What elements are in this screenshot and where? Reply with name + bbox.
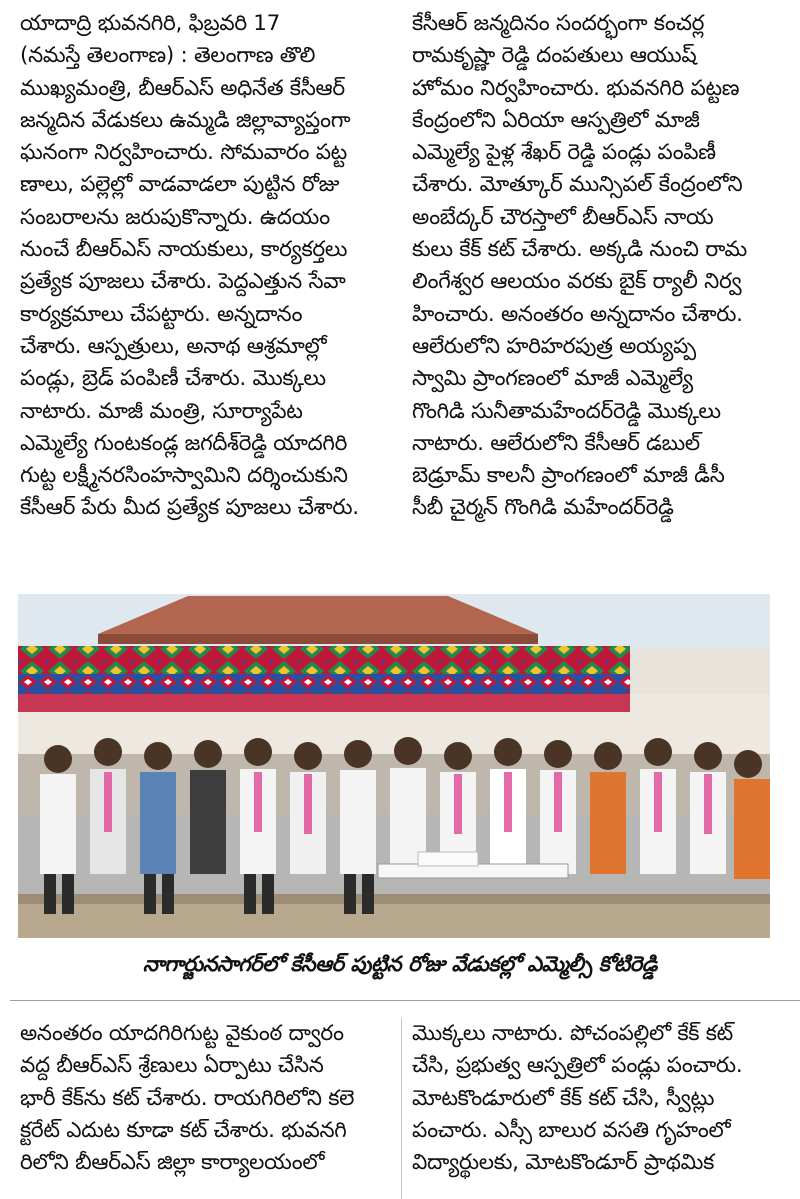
article-line: చేశారు. ఆస్పత్రులు, అనాథ ఆశ్రమాల్లో [20,333,327,359]
article-line: ముఖ్యమంత్రి, బీఆర్ఎస్ అధినేత కేసీఆర్ [20,75,345,101]
article-line: రామకృష్ణా రెడ్డి దంపతులు ఆయుష్ [412,43,697,69]
article-column-bottom-right [412,1018,784,1198]
article-line: మొక్కలు నాటారు. పోచంపల్లిలో కేక్ కట్ [412,1021,733,1046]
article-line: లింగేశ్వర ఆలయం వరకు బైక్ ర్యాలీ నిర్వ [412,269,742,295]
article-line: గొంగిడి సునీతామహేందర్‌రెడ్డి మొక్కలు [412,398,721,424]
article-line: భారీ కేక్‌ను కట్ చేశారు. రాయగిరిలోని కలె [20,1085,355,1111]
news-photo-celebration [18,594,770,938]
article-line: కేసీఆర్ జన్మదినం సందర్భంగా కంచర్ల [412,11,705,36]
article-line: రిలోని బీఆర్ఎస్ జిల్లా కార్యాలయంలో [20,1150,325,1176]
article-line: నాటారు. ఆలేరులోని కేసీఆర్ డబుల్ [412,430,700,456]
article-line: మోటకొండూరులో కేక్ కట్ చేసి, స్వీట్లు [412,1085,715,1111]
article-line: కార్యక్రమాలు చేపట్టారు. అన్నదానం [20,301,303,327]
article-line: క్టరేట్ ఎదుట కూడా కట్ చేశారు. భువనగి [20,1117,347,1143]
article-column-top-left [20,8,392,563]
article-line: (నమస్తే తెలంగాణ) : తెలంగాణ తొలి [20,43,316,69]
photo-caption: నాగార్జునసాగర్‌లో కేసీఆర్ పుట్టిన రోజు వేడుకల్లో ఎమ్మెల్సీ కోటిరెడ్డి [143,952,657,976]
article-line: ఎమ్మెల్యే పైళ్ల శేఖర్ రెడ్డి పండ్లు పంపిణీ [412,140,716,166]
article-line: పండ్లు, బ్రెడ్ పంపిణీ చేశారు. మొక్కలు [20,366,326,392]
article-line: పంచారు. ఎస్సీ బాలుర వసతి గృహంలో [412,1117,731,1143]
article-line: కేంద్రంలోని ఏరియా ఆస్పత్రిలో మాజీ [412,107,700,133]
article-line: ఎమ్మెల్యే గుంటకండ్ల జగదీశ్‌రెడ్డి యాదగిరి [20,430,348,456]
article-line: సంబరాలను జరుపుకొన్నారు. ఉదయం [20,204,330,230]
article-column-bottom-left [20,1018,392,1198]
article-line: హించారు. అనంతరం అన్నదానం చేశారు. [412,301,743,327]
article-line: హోమం నిర్వహించారు. భువనగిరి పట్టణ [412,75,740,101]
article-line: గుట్ట లక్ష్మీనరసింహస్వామిని దర్శించుకుని [20,463,348,489]
article-line: నాటారు. మాజీ మంత్రి, సూర్యాపేట [20,398,303,424]
article-line: స్వామి ప్రాంగణంలో మాజీ ఎమ్మెల్యే [412,366,693,392]
article-line: యాదాద్రి భువనగిరి, ఫిబ్రవరి 17 [20,11,281,36]
article-line: కులు కేక్ కట్ చేశారు. అక్కడి నుంచి రామ [412,237,747,263]
article-column-top-right [412,8,784,563]
column-divider [401,1018,402,1199]
section-divider [10,1000,800,1001]
article-line: ఘనంగా నిర్వహించారు. సోమవారం పట్ట [20,140,347,166]
article-line: విద్యార్థులకు, మోటకొండూర్ ప్రాథమిక [412,1150,715,1176]
article-line: చేసి, ప్రభుత్వ ఆస్పత్రిలో పండ్లు పంచారు. [412,1053,743,1079]
article-line: చేశారు. మోత్కూర్ మున్సిపల్ కేంద్రంలోని [412,172,743,198]
article-line: ణాలు, పల్లెల్లో వాడవాడలా పుట్టిన రోజు [20,172,340,198]
crowd-figures [18,737,770,914]
article-line: కేసీఆర్ పేరు మీద ప్రత్యేక పూజలు చేశారు. [20,495,359,521]
article-line: అంబేద్కర్ చౌరస్తాలో బీఆర్ఎస్ నాయ [412,204,714,230]
article-line: ప్రత్యేక పూజలు చేశారు. పెద్దఎత్తున సేవా [20,269,346,295]
article-line: బెడ్రూమ్ కాలనీ ప్రాంగణంలో మాజీ డీసీ [412,463,725,489]
article-line: నుంచే బీఆర్ఎస్ నాయకులు, కార్యకర్తలు [20,237,348,263]
article-line: సీబీ చైర్మన్ గొంగిడి మహేందర్‌రెడ్డి [412,495,674,521]
article-line: అనంతరం యాదగిరిగుట్ట వైకుంఠ ద్వారం [20,1021,344,1046]
article-line: ఆలేరులోని హరిహరపుత్ర అయ్యప్ప [412,333,696,359]
article-line: జన్మదిన వేడుకలు ఉమ్మడి జిల్లావ్యాప్తంగా [20,107,351,133]
article-line: వద్ద బీఆర్ఎస్ శ్రేణులు ఏర్పాటు చేసిన [20,1053,324,1079]
photo-illustration [18,594,770,938]
